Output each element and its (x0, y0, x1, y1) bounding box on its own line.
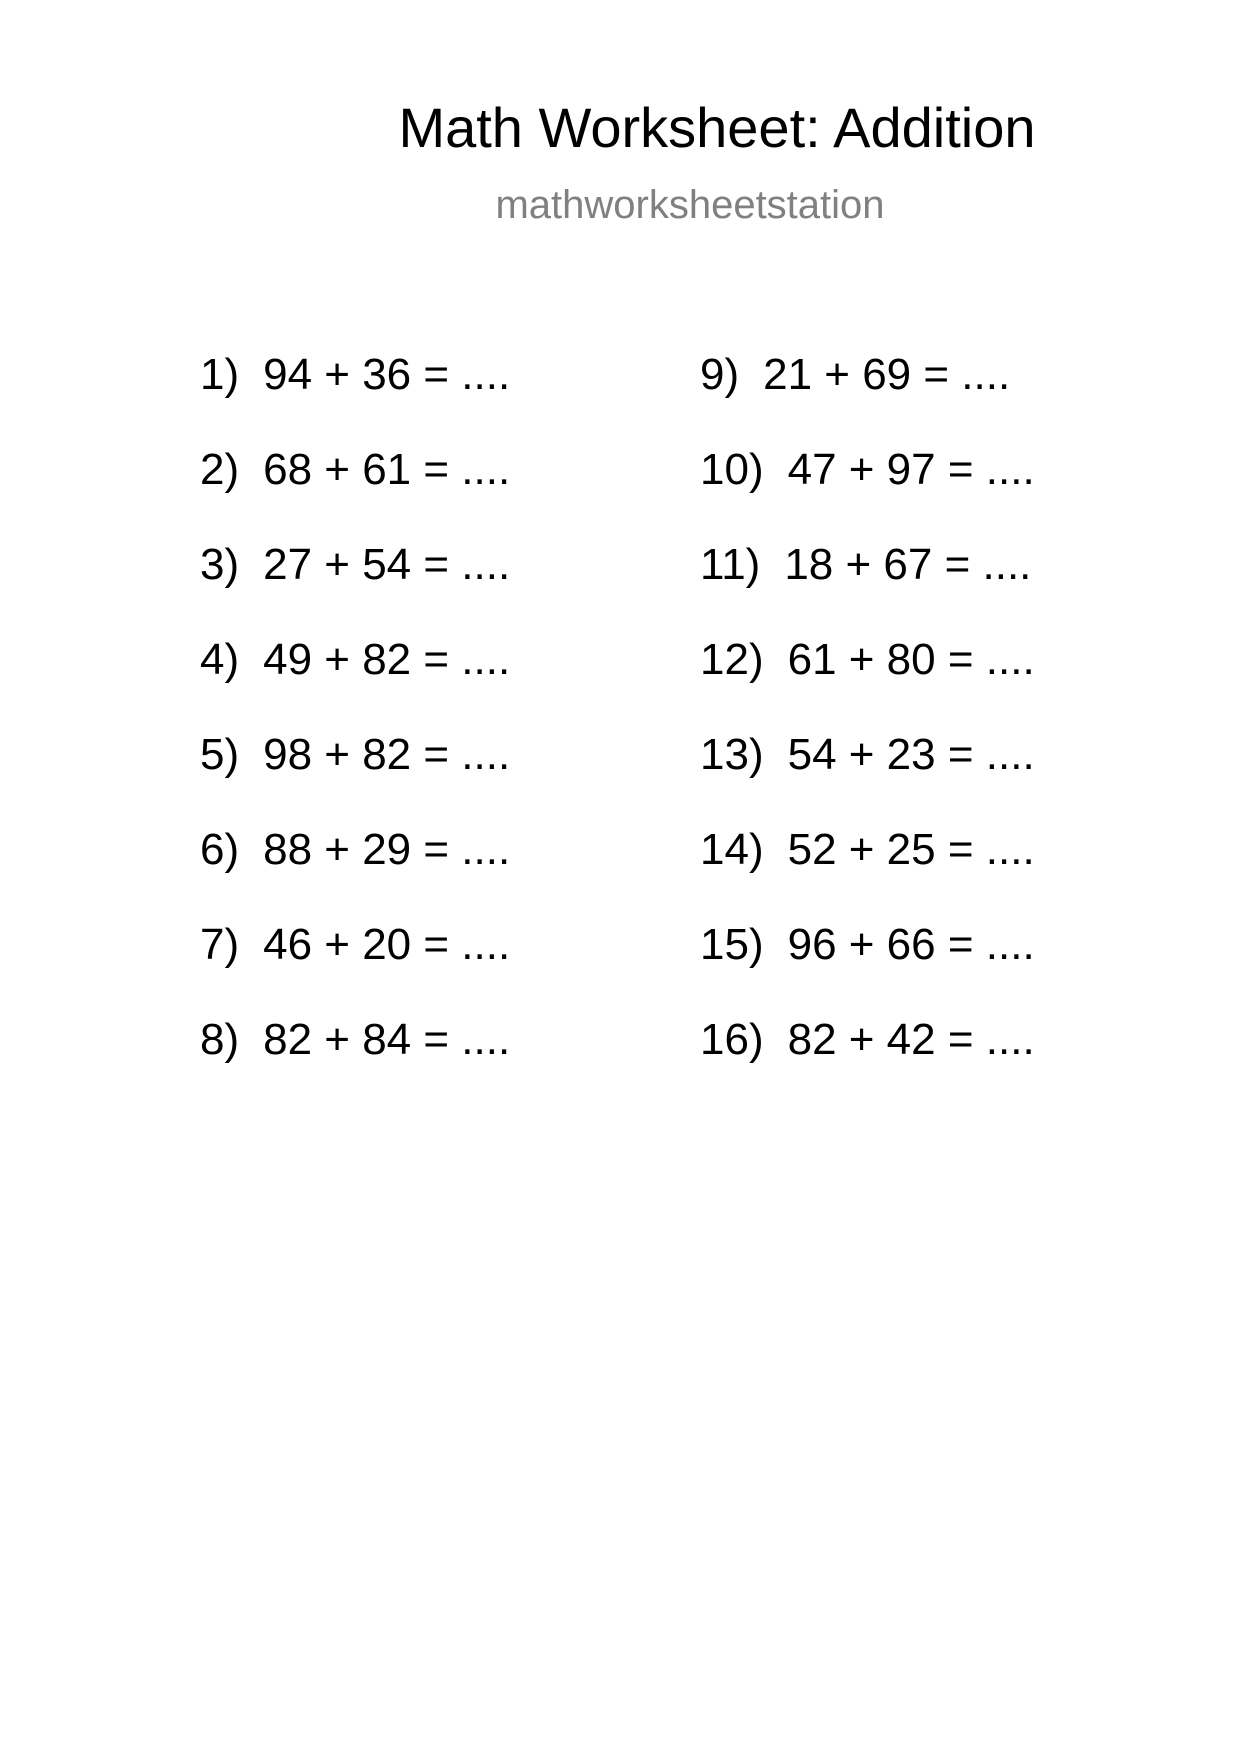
problem-item (700, 920, 1035, 1015)
problem-expression: 96 + 66 = .... (787, 920, 1035, 969)
problem-expression: 47 + 97 = .... (787, 445, 1035, 494)
problem-column-left (200, 350, 510, 1110)
problem-item (200, 920, 510, 1015)
worksheet-title: Math Worksheet: Addition (398, 96, 1036, 159)
problem-item (700, 730, 1035, 825)
problem-expression: 61 + 80 = .... (787, 635, 1035, 684)
problem-item (700, 445, 1035, 540)
problem-number: 7) (200, 920, 240, 969)
problem-number: 4) (200, 635, 240, 684)
problem-number: 16) (700, 1015, 764, 1064)
problem-expression: 82 + 42 = .... (787, 1015, 1035, 1064)
problem-number: 15) (700, 920, 764, 969)
problem-number: 13) (700, 730, 764, 779)
worksheet-source: mathworksheetstation (495, 183, 885, 227)
problem-expression: 98 + 82 = .... (263, 730, 511, 779)
problem-expression: 21 + 69 = .... (763, 350, 1011, 399)
problem-number: 6) (200, 825, 240, 874)
problem-number: 10) (700, 445, 764, 494)
problem-expression: 94 + 36 = .... (263, 350, 511, 399)
problem-expression: 18 + 67 = .... (784, 540, 1032, 589)
problem-item (200, 350, 510, 445)
problem-number: 1) (200, 350, 240, 399)
problem-expression: 46 + 20 = .... (263, 920, 511, 969)
problem-number: 8) (200, 1015, 240, 1064)
problem-number: 11) (700, 540, 761, 589)
problem-item (200, 635, 510, 730)
problem-item (200, 730, 510, 825)
problem-expression: 68 + 61 = .... (263, 445, 511, 494)
problem-item (200, 1015, 510, 1110)
problem-expression: 49 + 82 = .... (263, 635, 511, 684)
problem-number: 3) (200, 540, 240, 589)
problem-column-right (700, 350, 1035, 1110)
problem-expression: 54 + 23 = .... (787, 730, 1035, 779)
problem-item (700, 1015, 1035, 1110)
problem-item (200, 540, 510, 635)
problem-item (700, 825, 1035, 920)
problem-expression: 88 + 29 = .... (263, 825, 511, 874)
problem-item (700, 350, 1035, 445)
problem-number: 5) (200, 730, 240, 779)
problem-item (700, 540, 1035, 635)
problem-item (200, 825, 510, 920)
problem-number: 9) (700, 350, 740, 399)
problem-expression: 52 + 25 = .... (787, 825, 1035, 874)
problem-number: 2) (200, 445, 240, 494)
problem-expression: 27 + 54 = .... (263, 540, 511, 589)
problem-number: 14) (700, 825, 764, 874)
problem-expression: 82 + 84 = .... (263, 1015, 511, 1064)
problem-item (200, 445, 510, 540)
problem-item (700, 635, 1035, 730)
problem-number: 12) (700, 635, 764, 684)
